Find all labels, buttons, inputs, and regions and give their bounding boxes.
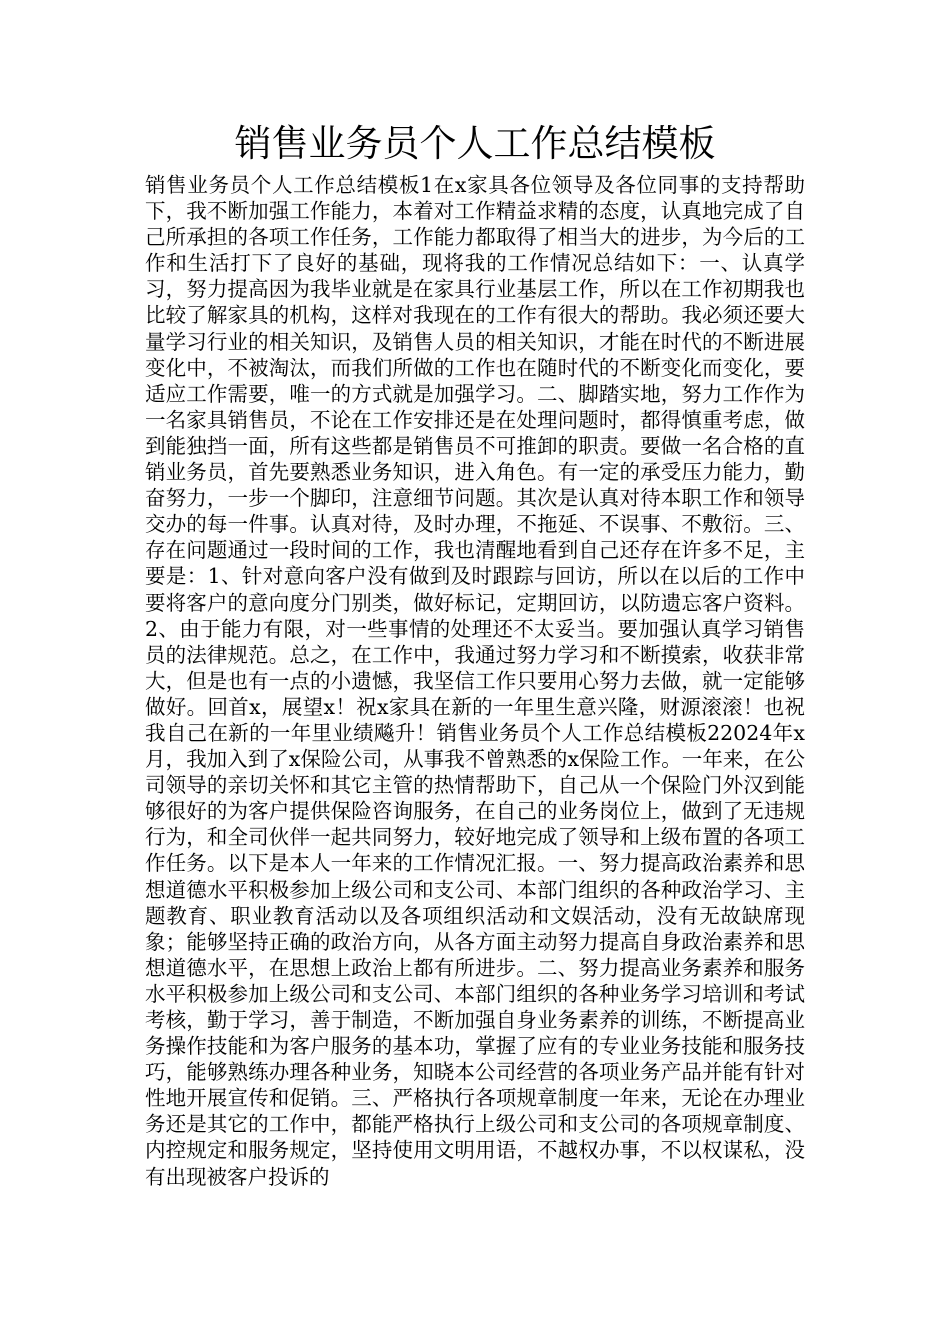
document-body: 销售业务员个人工作总结模板1在x家具各位领导及各位同事的支持帮助下，我不断加强工作能力，本着对工作精益求精的态度，认真地完成了自己所承担的各项工作任务，工作能力都取得了相当大的进步，为今后的工作和生活打下了良好的基础，现将我的工作情况总结如下：一、认真学习，努力提高因为我毕业就是在家具行业基层工作，所以在工作初期我也比较了解家具的机构，这样对我现在的工作有很大的帮助。我必须还要大量学习行业的相关知识，及销售人员的相关知识，才能在时代的不断进展变化中，不被淘汰，而我们所做的工作也在随时代的不断变化而变化，要适应工作需要，唯一的方式就是加强学习。二、脚踏实地，努力工作作为一名家具销售员，不论在工作安排还是在处理问题时，都得慎重考虑，做到能独挡一面，所有这些都是销售员不可推卸的职责。要做一名合格的直销业务员，首先要熟悉业务知识，进入角色。有一定的承受压力能力，勤奋努力，一步一个脚印，注意细节问题。其次是认真对待本职工作和领导交办的每一件事。认真对待，及时办理，不拖延、不误事、不敷衍。三、存在问题通过一段时间的工作，我也清醒地看到自己还存在许多不足，主要是：1、针对意向客户没有做到及时跟踪与回访，所以在以后的工作中要将客户的意向度分门别类，做好标记，定期回访，以防遗忘客户资料。2、由于能力有限，对一些事情的处理还不太妥当。要加强认真学习销售员的法律规范。总之，在工作中，我通过努力学习和不断摸索，收获非常大，但是也有一点的小遗憾，我坚信工作只要用心努力去做，就一定能够做好。回首x，展望x！祝x家具在新的一年里生意兴隆，财源滚滚！也祝我自己在新的一年里业绩飚升！销售业务员个人工作总结模板22024年x月，我加入到了x保险公司，从事我不曾熟悉的x保险工作。一年来，在公司领导的亲切关怀和其它主管的热情帮助下，自己从一个保险门外汉到能够很好的为客户提供保险咨询服务，在自己的业务岗位上，做到了无违规行为，和全司伙伴一起共同努力，较好地完成了领导和上级布置的各项工作任务。以下是本人一年来的工作情况汇报。一、努力提高政治素养和思想道德水平积极参加上级公司和支公司、本部门组织的各种政治学习、主题教育、职业教育活动以及各项组织活动和文娱活动，没有无故缺席现象；能够坚持正确的政治方向，从各方面主动努力提高自身政治素养和思想道德水平，在思想上政治上都有所进步。二、努力提高业务素养和服务水平积极参加上级公司和支公司、本部门组织的各种业务学习培训和考试考核，勤于学习，善于制造，不断加强自身业务素养的训练，不断提高业务操作技能和为客户服务的基本功，掌握了应有的专业业务技能和服务技巧，能够熟练办理各种业务，知晓本公司经营的各项业务产品并能有针对性地开展宣传和促销。三、严格执行各项规章制度一年来，无论在办理业务还是其它的工作中，都能严格执行上级公司和支公司的各项规章制度、内控规定和服务规定，坚持使用文明用语，不越权办事，不以权谋私，没有出现被客户投诉的 — [145, 173, 805, 1189]
document-title: 销售业务员个人工作总结模板 — [234, 122, 716, 165]
